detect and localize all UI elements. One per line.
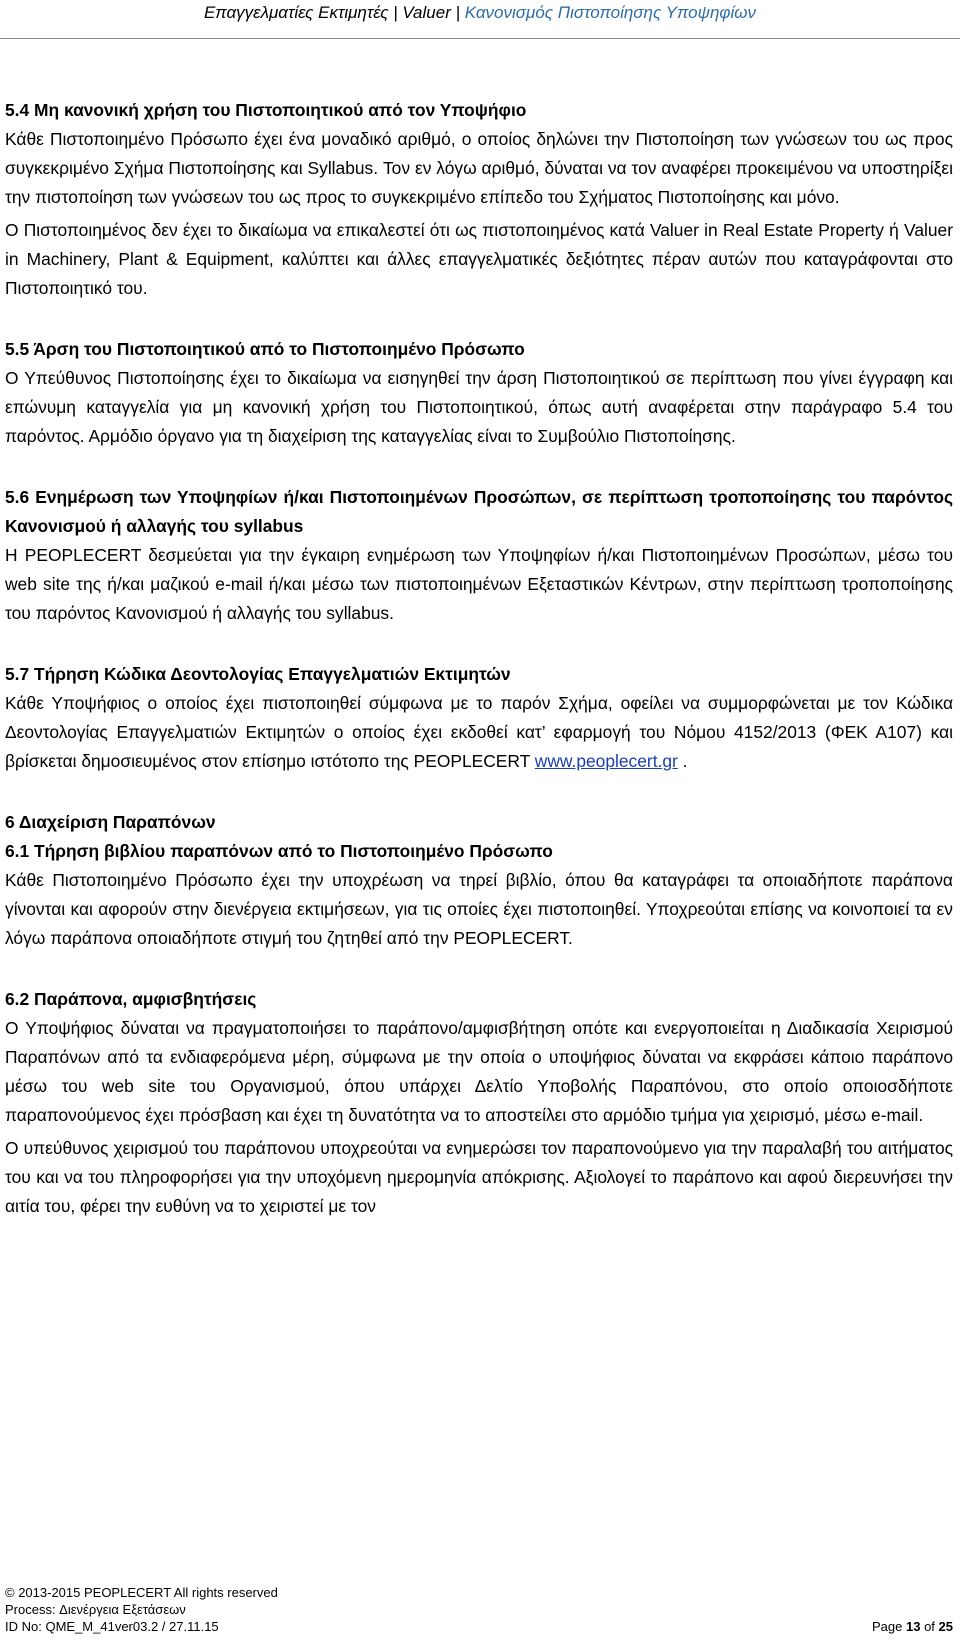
page-total: 25 <box>938 1619 953 1634</box>
page-header <box>0 2 960 24</box>
header-prefix: Επαγγελματίες Εκτιμητές | Valuer | <box>203 3 465 22</box>
section-5-4-paragraph-1: Κάθε Πιστοποιημένο Πρόσωπο έχει ένα μοναδικό αριθμό, ο οποίος δηλώνει την Πιστοποίηση των γνώσεων του ως προς συγκεκριμένο Σχήμα Πιστοποίησης και Syllabus. Τον εν λόγω αριθμό, δύναται να τον αναφέρει προκειμένου να υποστηρίξει την πιστοποίηση των γνώσεων του ως προς το συγκεκριμένο επίπεδο του Σχήματος Πιστοποίησης και μόνο. <box>5 129 953 207</box>
peoplecert-website-link[interactable]: www.peoplecert.gr <box>534 751 678 771</box>
page-label: Page <box>872 1619 906 1634</box>
section-6-1-heading: 6.1 Τήρηση βιβλίου παραπόνων από το Πιστοποιημένο Πρόσωπο <box>5 841 553 861</box>
page-current: 13 <box>905 1619 921 1634</box>
footer-process: Process: Διενέργεια Εξετάσεων <box>5 1602 186 1617</box>
page-footer <box>5 1584 953 1635</box>
section-6-2-heading: 6.2 Παράπονα, αμφισβητήσεις <box>5 989 257 1009</box>
section-5-4-heading: 5.4 Μη κανονική χρήση του Πιστοποιητικού από τον Υποψήφιο <box>5 100 527 120</box>
document-body <box>5 96 953 1225</box>
section-5-4-paragraph-2: Ο Πιστοποιημένος δεν έχει το δικαίωμα να επικαλεστεί ότι ως πιστοποιημένος κατά Valuer in Real Estate Property ή Valuer in Machinery, Plant & Equipment, καλύπτει και άλλες επαγγελματικές δεξιότητες πέραν αυτών που καταγράφονται στο Πιστοποιητικό του. <box>5 220 953 298</box>
section-5-6-heading: 5.6 Ενημέρωση των Υποψηφίων ή/και Πιστοποιημένων Προσώπων, σε περίπτωση τροποποίησης του παρόντος Κανονισμού ή αλλαγής του syllabus <box>5 487 953 536</box>
section-5-7-paragraph-1 <box>5 689 953 776</box>
section-5-5-paragraph-1: Ο Υπεύθυνος Πιστοποίησης έχει το δικαίωμα να εισηγηθεί την άρση Πιστοποιητικού σε περίπτωση που γίνει έγγραφη και επώνυμη καταγγελία για μη κανονική χρήση του Πιστοποιητικού, όπως αυτή αναφέρεται στην παράγραφο 5.4 του παρόντος. Αρμόδιο όργανο για τη διαχείριση της καταγγελίας είναι το Συμβούλιο Πιστοποίησης. <box>5 368 953 446</box>
page-of: of <box>920 1619 939 1634</box>
section-5-5-heading: 5.5 Άρση του Πιστοποιητικού από το Πιστοποιημένο Πρόσωπο <box>5 339 525 359</box>
section-6-2-paragraph-2: Ο υπεύθυνος χειρισμού του παράπονου υποχρεούται να ενημερώσει τον παραπονούμενο για την παραλαβή του αιτήματος του και να του πληροφορήσει για την υποχόμενη ημερομηνία απόκρισης. Αξιολογεί το παράπονο και αφού διερευνήσει την αιτία του, φέρει την ευθύνη να το χειριστεί με τον <box>5 1138 953 1216</box>
footer-document-id: ID No: QME_M_41ver03.2 / 27.11.15 <box>5 1619 219 1634</box>
header-document-title: Κανονισμός Πιστοποίησης Υποψηφίων <box>464 3 757 22</box>
section-5-7-heading: 5.7 Τήρηση Κώδικα Δεοντολογίας Επαγγελματιών Εκτιμητών <box>5 664 511 684</box>
section-5-7-trailing: . <box>677 751 688 771</box>
footer-copyright: © 2013-2015 PEOPLECERT All rights reserved <box>5 1585 278 1600</box>
section-5-7-text: Κάθε Υποψήφιος ο οποίος έχει πιστοποιηθεί σύμφωνα με το παρόν Σχήμα, οφείλει να συμμορφώνεται με τον Κώδικα Δεοντολογίας Επαγγελματιών Εκτιμητών ο οποίος έχει εκδοθεί κατ’ εφαρμογή του Νόμου 4152/2013 (ΦΕΚ Α107) και βρίσκεται δημοσιευμένος στον επίσημο ιστότοπο της PEOPLECERT <box>5 693 953 771</box>
footer-page-number <box>872 1618 953 1635</box>
section-6-2-paragraph-1: Ο Υποψήφιος δύναται να πραγματοποιήσει το παράπονο/αμφισβήτηση οπότε και ενεργοποιείται η Διαδικασία Χειρισμού Παραπόνων από τα ενδιαφερόμενα μέρη, σύμφωνα με την οποία ο υποψήφιος δύναται να εκφράσει κάποιο παράπονο μέσω του web site του Οργανισμού, όπου υπάρχει Δελτίο Υποβολής Παραπόνου, στο οποίο οποιοσδήποτε παραπονούμενος έχει πρόσβαση και έχει τη δυνατότητα να το αποστείλει στο αρμόδιο τμήμα για χειρισμό, μέσω e-mail. <box>5 1018 953 1125</box>
header-divider <box>0 38 960 39</box>
section-6-1-paragraph-1: Κάθε Πιστοποιημένο Πρόσωπο έχει την υποχρέωση να τηρεί βιβλίο, όπου θα καταγράφει τα οποιαδήποτε παράπονα γίνονται και αφορούν στην διενέργεια εκτιμήσεων, για τις οποίες έχει πιστοποιηθεί. Υποχρεούται επίσης να κοινοποιεί τα εν λόγω παράπονα οποιαδήποτε στιγμή του ζητηθεί από την PEOPLECERT. <box>5 870 953 948</box>
section-6-heading: 6 Διαχείριση Παραπόνων <box>5 812 216 832</box>
section-5-6-paragraph-1: Η PEOPLECERT δεσμεύεται για την έγκαιρη ενημέρωση των Υποψηφίων ή/και Πιστοποιημένων Προσώπων, μέσω του web site της ή/και μαζικού e-mail ή/και μέσω των πιστοποιημένων Εξεταστικών Κέντρων, στην περίπτωση τροποποίησης του παρόντος Κανονισμού ή αλλαγής του syllabus. <box>5 545 953 623</box>
